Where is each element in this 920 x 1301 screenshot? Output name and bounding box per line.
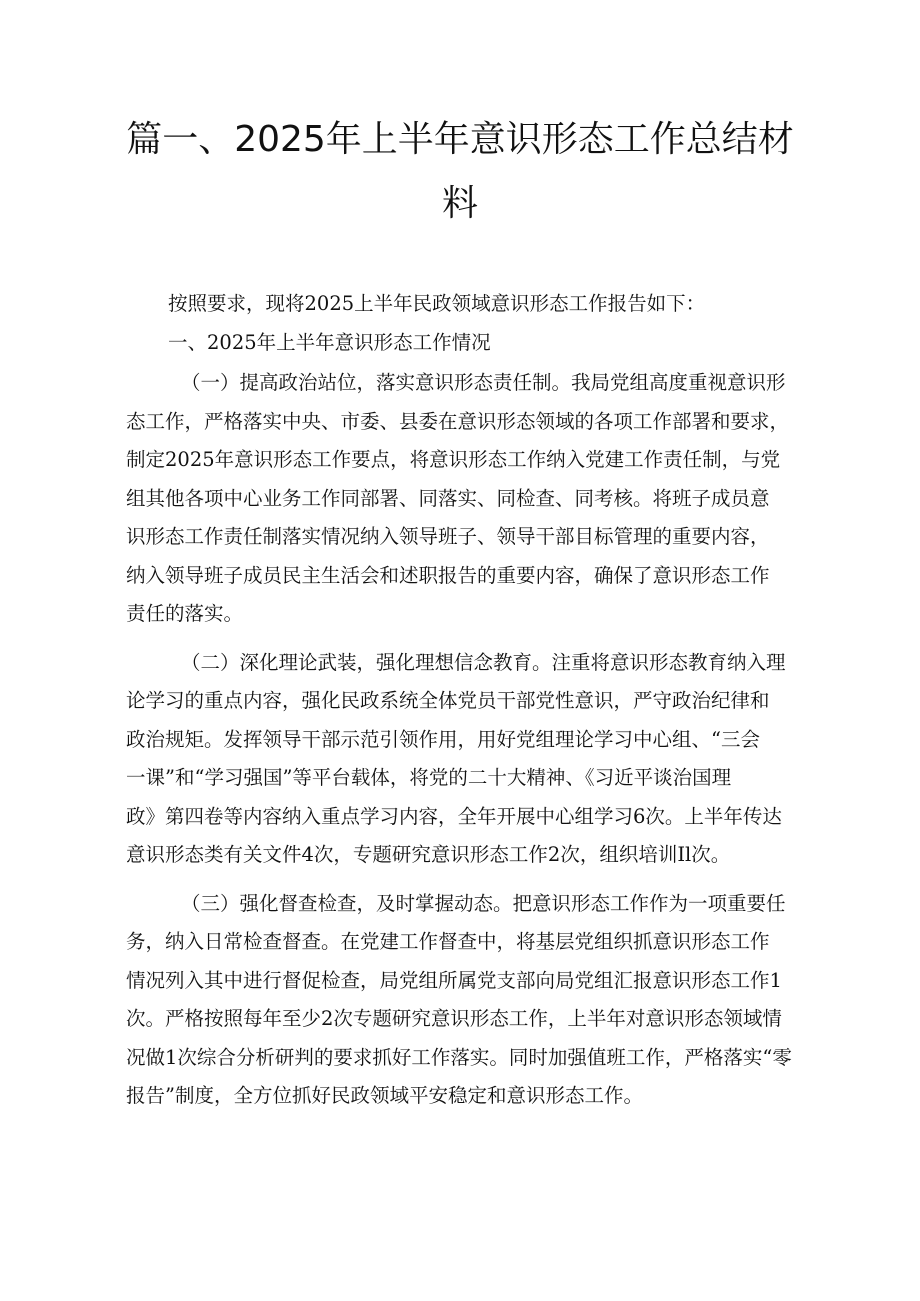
paragraph-2-line: 一课”和“学习强国”等平台载体，将党的二十大精神、《习近平谈治国理 xyxy=(126,766,732,789)
paragraph-2-line: 论学习的重点内容，强化民政系统全体党员干部党性意识，严守政治纪律和 xyxy=(126,689,770,712)
paragraph-2-line: 意识形态类有关文件4次，专题研究意识形态工作2次，组织培训Il次。 xyxy=(126,843,731,866)
document-title xyxy=(110,108,810,236)
paragraph-2-line: 政治规矩。发挥领导干部示范引领作用，用好党组理论学习中心组、“三会 xyxy=(126,727,760,751)
paragraph-1-line: 识形态工作责任制落实情况纳入领导班子、领导干部目标管理的重要内容， xyxy=(126,525,770,548)
paragraph-3-line: 况做1次综合分析研判的要求抓好工作落实。同时加强值班工作，严格落实“零 xyxy=(126,1045,792,1069)
paragraph-3-line: （三）强化督查检查，及时掌握动态。把意识形态工作作为一项重要任 xyxy=(181,891,786,915)
paragraph-3-line: 次。严格按照每年至少2次专题研究意识形态工作，上半年对意识形态领域情 xyxy=(126,1007,782,1030)
paragraph-1-line: 态工作，严格落实中央、市委、县委在意识形态领域的各项工作部署和要求， xyxy=(126,409,790,433)
paragraph-2-line: 政》第四卷等内容纳入重点学习内容，全年开展中心组学习6次。上半年传达 xyxy=(126,804,782,828)
section-heading-1: 一、2025年上半年意识形态工作情况 xyxy=(168,330,491,354)
document-body xyxy=(126,285,802,1116)
title-line-2: 料 xyxy=(441,183,478,224)
paragraph-1-line: 组其他各项中心业务工作同部署、同落实、同检查、同考核。将班子成员意 xyxy=(126,486,770,510)
paragraph-2 xyxy=(126,644,802,875)
paragraph-1 xyxy=(126,364,802,634)
intro-paragraph: 按照要求，现将2025上半年民政领域意识形态工作报告如下： xyxy=(168,292,706,315)
paragraph-1-line: 责任的落实。 xyxy=(126,602,244,625)
title-line-1: 篇一、2025年上半年意识形态工作总结材 xyxy=(126,119,794,160)
paragraph-1-line: 制定2025年意识形态工作要点，将意识形态工作纳入党建工作责任制，与党 xyxy=(126,448,781,471)
paragraph-1-line: （一）提高政治站位，落实意识形态责任制。我局党组高度重视意识形 xyxy=(181,371,786,394)
paragraph-1-line: 纳入领导班子成员民主生活会和述职报告的重要内容，确保了意识形态工作 xyxy=(126,563,770,587)
paragraph-3-line: 务，纳入日常检查督查。在党建工作督查中，将基层党组织抓意识形态工作 xyxy=(126,930,770,953)
paragraph-3-line: 情况列入其中进行督促检查，局党组所属党支部向局党组汇报意识形态工作1 xyxy=(126,968,782,992)
paragraph-2-line: （二）深化理论武装，强化理想信念教育。注重将意识形态教育纳入理 xyxy=(181,650,786,674)
paragraph-3 xyxy=(126,885,802,1116)
paragraph-3-line: 报告”制度，全方位抓好民政领域平安稳定和意识形态工作。 xyxy=(126,1084,643,1107)
